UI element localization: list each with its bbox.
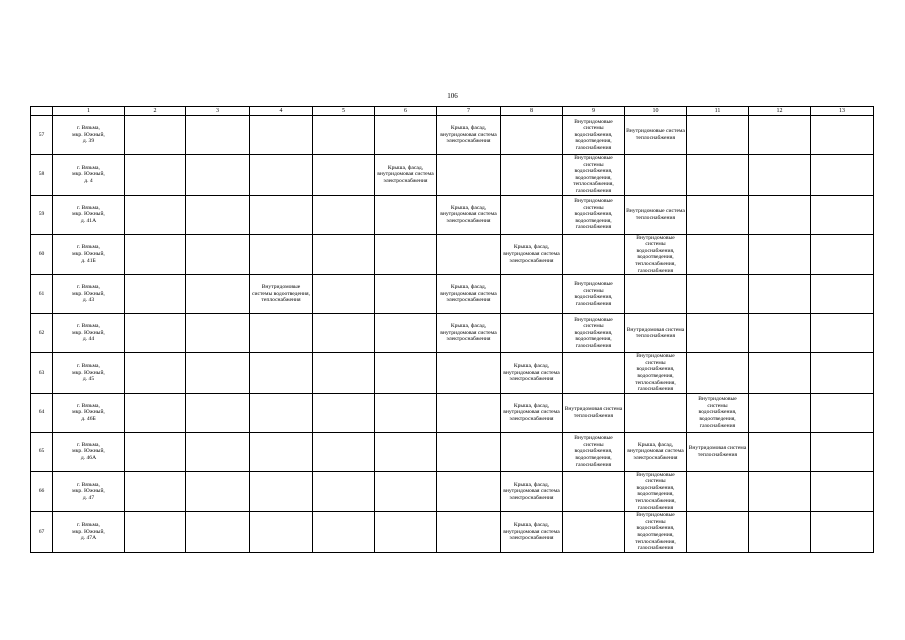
work-cell bbox=[313, 275, 375, 314]
address-line: мкр. Южный, bbox=[72, 329, 105, 336]
work-cell bbox=[125, 116, 186, 155]
address-line: г. Вязьма, bbox=[77, 244, 100, 251]
work-cell bbox=[501, 155, 563, 196]
address-line: мкр. Южный, bbox=[72, 409, 105, 416]
work-cell bbox=[563, 353, 625, 394]
table-row bbox=[31, 432, 874, 471]
work-cell: Внутридомовые системы водоснабжения, водоотведения, теплоснабжения, газоснабжения bbox=[625, 353, 687, 394]
table-row bbox=[31, 116, 874, 155]
table-row bbox=[31, 234, 874, 275]
work-cell bbox=[501, 314, 563, 353]
work-cell bbox=[687, 195, 749, 234]
work-cell: Внутридомовые системы водоснабжения, газоснабжения bbox=[563, 275, 625, 314]
work-cell bbox=[313, 155, 375, 196]
column-number-cell: 10 bbox=[625, 107, 687, 116]
work-cell bbox=[563, 471, 625, 512]
work-cell bbox=[186, 275, 250, 314]
address-line: д. 44 bbox=[82, 336, 95, 343]
work-cell bbox=[437, 471, 501, 512]
work-cell bbox=[811, 432, 874, 471]
work-cell bbox=[501, 275, 563, 314]
work-cell: Крыша, фасад, внутридомовая система электроснабжения bbox=[437, 314, 501, 353]
work-cell bbox=[749, 314, 811, 353]
work-cell: Крыша, фасад, внутридомовая система электроснабжения bbox=[437, 275, 501, 314]
work-cell: Внутридомовые системы водоснабжения, водоотведения, теплоснабжения, газоснабжения bbox=[625, 512, 687, 553]
address-line: г. Вязьма, bbox=[77, 441, 100, 448]
work-cell bbox=[250, 116, 313, 155]
work-cell bbox=[250, 234, 313, 275]
address-cell bbox=[53, 512, 125, 553]
work-cell bbox=[125, 432, 186, 471]
work-cell bbox=[313, 393, 375, 432]
address-line: мкр. Южный, bbox=[72, 211, 105, 218]
work-cell: Крыша, фасад, внутридомовая система электроснабжения bbox=[501, 234, 563, 275]
column-number-cell: 6 bbox=[375, 107, 437, 116]
column-number-cell: 1 bbox=[53, 107, 125, 116]
work-cell bbox=[186, 155, 250, 196]
work-cell bbox=[313, 234, 375, 275]
address-line: г. Вязьма, bbox=[77, 284, 100, 291]
address-line: мкр. Южный, bbox=[72, 290, 105, 297]
work-cell bbox=[501, 116, 563, 155]
address-cell bbox=[53, 353, 125, 394]
work-cell: Крыша, фасад, внутридомовая система электроснабжения bbox=[625, 432, 687, 471]
work-cell bbox=[186, 234, 250, 275]
row-number: 64 bbox=[31, 393, 53, 432]
work-cell bbox=[375, 393, 437, 432]
work-cell bbox=[250, 155, 313, 196]
work-cell bbox=[811, 471, 874, 512]
address-cell bbox=[53, 471, 125, 512]
work-cell bbox=[749, 432, 811, 471]
repair-schedule-table bbox=[30, 106, 874, 553]
row-number: 61 bbox=[31, 275, 53, 314]
address-cell bbox=[53, 393, 125, 432]
work-cell bbox=[186, 314, 250, 353]
work-cell bbox=[250, 314, 313, 353]
page-number: 106 bbox=[447, 92, 458, 100]
work-cell bbox=[625, 275, 687, 314]
address-line: д. 45 bbox=[82, 376, 95, 383]
work-cell bbox=[375, 314, 437, 353]
work-cell bbox=[563, 234, 625, 275]
address-line: г. Вязьма, bbox=[77, 363, 100, 370]
work-cell bbox=[811, 234, 874, 275]
work-cell bbox=[437, 432, 501, 471]
address-cell bbox=[53, 195, 125, 234]
work-cell bbox=[313, 116, 375, 155]
column-number-cell: 3 bbox=[186, 107, 250, 116]
row-number: 57 bbox=[31, 116, 53, 155]
column-number-cell: 13 bbox=[811, 107, 874, 116]
work-cell bbox=[687, 512, 749, 553]
work-cell bbox=[375, 432, 437, 471]
address-line: г. Вязьма, bbox=[77, 204, 100, 211]
address-line: г. Вязьма, bbox=[77, 402, 100, 409]
work-cell bbox=[250, 432, 313, 471]
address-line: мкр. Южный, bbox=[72, 171, 105, 178]
work-cell bbox=[749, 234, 811, 275]
work-cell bbox=[186, 353, 250, 394]
work-cell bbox=[811, 116, 874, 155]
work-cell bbox=[749, 195, 811, 234]
work-cell bbox=[687, 314, 749, 353]
work-cell: Внутридомовые системы водоснабжения, водоотведения, газоснабжения bbox=[687, 393, 749, 432]
work-cell bbox=[313, 353, 375, 394]
work-cell: Внутридомовые системы водоснабжения, водоотведения, газоснабжения bbox=[563, 116, 625, 155]
work-cell: Крыша, фасад, внутридомовая система электроснабжения bbox=[501, 512, 563, 553]
work-cell bbox=[125, 471, 186, 512]
work-cell bbox=[250, 471, 313, 512]
address-line: д. 47А bbox=[80, 535, 97, 542]
address-cell bbox=[53, 116, 125, 155]
work-cell bbox=[313, 512, 375, 553]
row-number: 58 bbox=[31, 155, 53, 196]
work-cell bbox=[811, 393, 874, 432]
address-line: д. 47 bbox=[82, 494, 95, 501]
address-line: д. 39 bbox=[82, 138, 95, 145]
row-number: 62 bbox=[31, 314, 53, 353]
work-cell bbox=[749, 512, 811, 553]
work-cell bbox=[186, 471, 250, 512]
work-cell bbox=[749, 275, 811, 314]
work-cell bbox=[313, 432, 375, 471]
column-number-row bbox=[31, 107, 874, 116]
work-cell bbox=[687, 275, 749, 314]
address-cell bbox=[53, 432, 125, 471]
work-cell bbox=[313, 195, 375, 234]
work-cell bbox=[437, 353, 501, 394]
address-line: мкр. Южный, bbox=[72, 448, 105, 455]
work-cell: Внутридомовые системы водоснабжения, водоотведения, теплоснабжения, газоснабжения bbox=[625, 471, 687, 512]
work-cell bbox=[250, 393, 313, 432]
row-number: 66 bbox=[31, 471, 53, 512]
address-cell bbox=[53, 155, 125, 196]
address-cell bbox=[53, 314, 125, 353]
work-cell bbox=[501, 195, 563, 234]
work-cell: Крыша, фасад, внутридомовая система электроснабжения bbox=[501, 471, 563, 512]
work-cell bbox=[625, 155, 687, 196]
column-number-cell: 9 bbox=[563, 107, 625, 116]
work-cell: Внутридомовая система теплоснабжения bbox=[687, 432, 749, 471]
work-cell bbox=[687, 234, 749, 275]
address-line: мкр. Южный, bbox=[72, 251, 105, 258]
address-line: мкр. Южный, bbox=[72, 528, 105, 535]
row-number: 63 bbox=[31, 353, 53, 394]
work-cell bbox=[125, 234, 186, 275]
work-cell bbox=[375, 353, 437, 394]
address-line: д. 41Б bbox=[81, 257, 96, 264]
work-cell: Внутридомовые системы водоотведения, теплоснабжения bbox=[250, 275, 313, 314]
address-line: д. 41А bbox=[80, 217, 97, 224]
work-cell bbox=[437, 155, 501, 196]
column-number-cell: 7 bbox=[437, 107, 501, 116]
work-cell: Внутридомовые системы водоснабжения, водоотведения, газоснабжения bbox=[563, 432, 625, 471]
work-cell bbox=[811, 314, 874, 353]
work-cell bbox=[125, 275, 186, 314]
work-cell bbox=[313, 314, 375, 353]
work-cell bbox=[186, 432, 250, 471]
work-cell bbox=[125, 512, 186, 553]
work-cell bbox=[250, 353, 313, 394]
work-cell bbox=[501, 432, 563, 471]
work-cell: Крыша, фасад, внутридомовая система электроснабжения bbox=[501, 353, 563, 394]
column-number-cell: 12 bbox=[749, 107, 811, 116]
work-cell bbox=[687, 155, 749, 196]
work-cell: Внутридомовые система теплоснабжения bbox=[625, 116, 687, 155]
row-number: 60 bbox=[31, 234, 53, 275]
work-cell bbox=[375, 471, 437, 512]
work-cell bbox=[186, 512, 250, 553]
address-cell bbox=[53, 234, 125, 275]
column-number-cell: 4 bbox=[250, 107, 313, 116]
work-cell bbox=[749, 353, 811, 394]
table-row bbox=[31, 353, 874, 394]
work-cell bbox=[625, 393, 687, 432]
address-line: д. 46А bbox=[80, 454, 97, 461]
work-cell bbox=[186, 393, 250, 432]
work-cell bbox=[313, 471, 375, 512]
table-row bbox=[31, 155, 874, 196]
work-cell bbox=[811, 155, 874, 196]
row-number: 67 bbox=[31, 512, 53, 553]
work-cell bbox=[811, 353, 874, 394]
address-line: г. Вязьма, bbox=[77, 481, 100, 488]
work-cell bbox=[186, 116, 250, 155]
row-number: 65 bbox=[31, 432, 53, 471]
column-number-cell: 11 bbox=[687, 107, 749, 116]
work-cell: Крыша, фасад, внутридомовая система электроснабжения bbox=[501, 393, 563, 432]
work-cell bbox=[250, 512, 313, 553]
work-cell: Внутридомовая система теплоснабжения bbox=[563, 393, 625, 432]
work-cell bbox=[437, 234, 501, 275]
work-cell: Внутридомовые системы водоснабжения, водоотведения, теплоснабжения, газоснабжения bbox=[625, 234, 687, 275]
work-cell bbox=[749, 155, 811, 196]
work-cell bbox=[375, 116, 437, 155]
table-row bbox=[31, 314, 874, 353]
work-cell bbox=[437, 393, 501, 432]
work-cell bbox=[375, 512, 437, 553]
work-cell: Внутридомовые системы водоснабжения, водоотведения, теплоснабжения, газоснабжения bbox=[563, 155, 625, 196]
table-row bbox=[31, 512, 874, 553]
address-line: г. Вязьма, bbox=[77, 164, 100, 171]
work-cell: Крыша, фасад, внутридомовая система электроснабжения bbox=[437, 116, 501, 155]
work-cell: Внутридомовые система теплоснабжения bbox=[625, 195, 687, 234]
work-cell bbox=[125, 353, 186, 394]
address-line: г. Вязьма, bbox=[77, 323, 100, 330]
work-cell: Внутридомовые системы водоснабжения, водоотведения, газоснабжения bbox=[563, 314, 625, 353]
work-cell bbox=[687, 353, 749, 394]
table-row bbox=[31, 393, 874, 432]
table-row bbox=[31, 275, 874, 314]
work-cell: Крыша, фасад, внутридомовая система электроснабжения bbox=[375, 155, 437, 196]
work-cell bbox=[250, 195, 313, 234]
work-cell bbox=[125, 314, 186, 353]
work-cell bbox=[563, 512, 625, 553]
column-number-cell: 8 bbox=[501, 107, 563, 116]
work-cell bbox=[125, 155, 186, 196]
column-number-cell: 5 bbox=[313, 107, 375, 116]
work-cell: Внутридомовые системы водоснабжения, водоотведения, газоснабжения bbox=[563, 195, 625, 234]
work-cell bbox=[125, 393, 186, 432]
work-cell bbox=[749, 116, 811, 155]
work-cell bbox=[186, 195, 250, 234]
address-line: г. Вязьма, bbox=[77, 522, 100, 529]
work-cell bbox=[125, 195, 186, 234]
work-cell bbox=[375, 195, 437, 234]
work-cell bbox=[749, 393, 811, 432]
work-cell bbox=[749, 471, 811, 512]
address-line: д. 4 bbox=[84, 178, 93, 185]
address-line: мкр. Южный, bbox=[72, 369, 105, 376]
address-line: мкр. Южный, bbox=[72, 131, 105, 138]
address-cell bbox=[53, 275, 125, 314]
work-cell: Крыша, фасад, внутридомовая система электроснабжения bbox=[437, 195, 501, 234]
work-cell bbox=[375, 234, 437, 275]
work-cell bbox=[687, 116, 749, 155]
row-number: 59 bbox=[31, 195, 53, 234]
work-cell bbox=[811, 195, 874, 234]
address-line: мкр. Южный, bbox=[72, 488, 105, 495]
work-cell: Внутридомовая система теплоснабжения bbox=[625, 314, 687, 353]
work-cell bbox=[811, 275, 874, 314]
header-cell-empty bbox=[31, 107, 53, 116]
work-cell bbox=[437, 512, 501, 553]
table-row bbox=[31, 195, 874, 234]
address-line: д. 46Б bbox=[81, 415, 96, 422]
address-line: д. 43 bbox=[82, 297, 95, 304]
work-cell bbox=[687, 471, 749, 512]
column-number-cell: 2 bbox=[125, 107, 186, 116]
table-row bbox=[31, 471, 874, 512]
work-cell bbox=[375, 275, 437, 314]
address-line: г. Вязьма, bbox=[77, 125, 100, 132]
work-cell bbox=[811, 512, 874, 553]
